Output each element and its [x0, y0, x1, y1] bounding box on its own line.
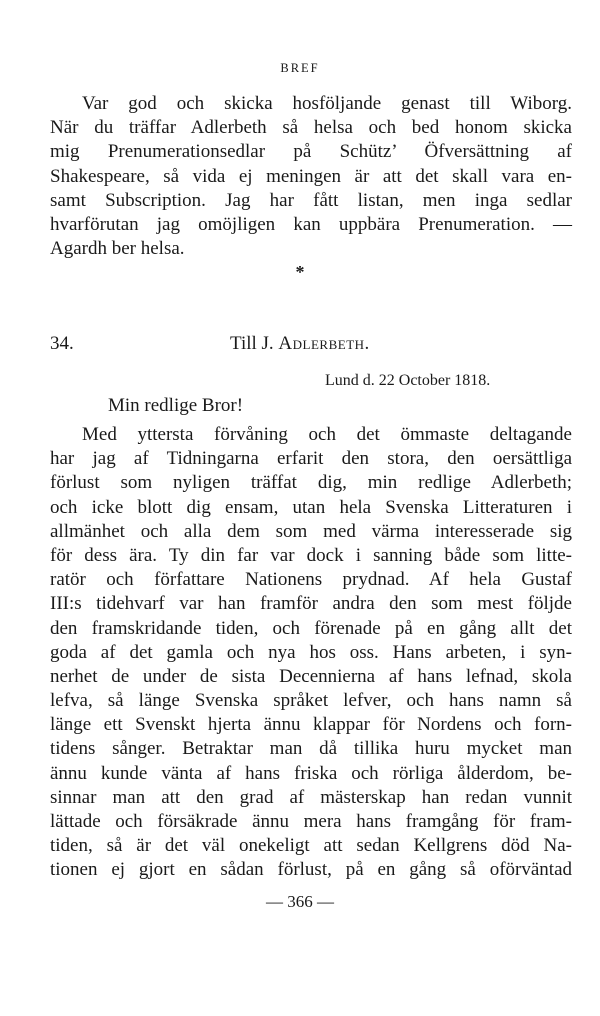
- text-line: mig Prenumerationsedlar på Schütz’ Öfversättning af: [50, 141, 572, 163]
- text-line: samt Subscription. Jag har fått listan, men inga sedlar: [50, 189, 572, 211]
- text-line: ratör och författare Nationens prydnad. Af hela Gustaf: [50, 569, 572, 591]
- text-line: sinnar man att den grad af mästerskap han redan vunnit: [50, 786, 572, 808]
- letter-heading: [50, 331, 572, 357]
- text-line: tiden, så är det väl onekeligt att sedan Kellgrens död Na-: [50, 835, 572, 857]
- text-line: för dess ära. Ty din far var dock i sanning både som litte-: [50, 544, 572, 566]
- text-line: Var god och skicka hosföljande genast till Wiborg.: [82, 93, 572, 114]
- text-line: Med yttersta förvåning och det ömmaste deltagande: [82, 424, 572, 445]
- text-line: goda af det gamla och nya hos oss. Hans arbeten, i syn-: [50, 641, 572, 663]
- page-number: — 366 —: [266, 892, 334, 911]
- salutation: Min redlige Bror!: [108, 395, 244, 416]
- text-line: förlust som nyligen träffat dig, min redlige Adlerbeth;: [50, 472, 572, 494]
- text-line: tidens sånger. Betraktar man då tillika huru mycket man: [50, 738, 572, 760]
- paragraph-2: [50, 423, 572, 883]
- running-head: BREF: [280, 61, 320, 75]
- recipient-name: Adlerbeth.: [278, 333, 370, 354]
- text-line: Agardh ber helsa.: [50, 238, 185, 260]
- text-line: har jag af Tidningarna erfarit den stora, den oersättliga: [50, 448, 572, 470]
- text-line: Shakespeare, så vida ej meningen är att det skall vara en-: [50, 165, 572, 187]
- letter-number: 34.: [50, 333, 74, 354]
- recipient-prefix: Till J.: [230, 333, 274, 354]
- text-line: nerhet de under de sista Decennierna af hans lefnad, skola: [50, 665, 572, 687]
- text-line: länge ett Svenskt hjerta ännu klappar för Nordens och forn-: [50, 714, 572, 736]
- text-line: den framskridande tiden, och förenade på en gång allt det: [50, 617, 572, 639]
- letter-recipient: [230, 331, 370, 357]
- dateline: Lund d. 22 October 1818.: [325, 372, 491, 389]
- section-ornament: *: [295, 262, 305, 282]
- text-line: ännu kunde vänta af hans friska och rörliga ålderdom, be-: [50, 762, 572, 784]
- text-line: lättade och försäkrade ännu mera hans framgång för fram-: [50, 811, 572, 832]
- text-line: allmänhet och alla dem som med värma interesserade sig: [50, 520, 572, 542]
- text-line: När du träffar Adlerbeth så helsa och bed honom skicka: [50, 117, 572, 139]
- text-line: lefva, så länge Svenska språket lefver, och hans namn så: [50, 690, 572, 712]
- text-line: tionen ej gjort en sådan förlust, på en gång så oförväntad: [50, 859, 572, 881]
- paragraph-1: [50, 92, 572, 261]
- text-line: hvarförutan jag omöjligen kan uppbära Prenumeration. —: [50, 213, 572, 235]
- text-line: III:s tidehvarf var han framför andra den som mest följde: [50, 593, 572, 615]
- text-line: och icke blott dig ensam, utan hela Svenska Litteraturen i: [50, 496, 572, 518]
